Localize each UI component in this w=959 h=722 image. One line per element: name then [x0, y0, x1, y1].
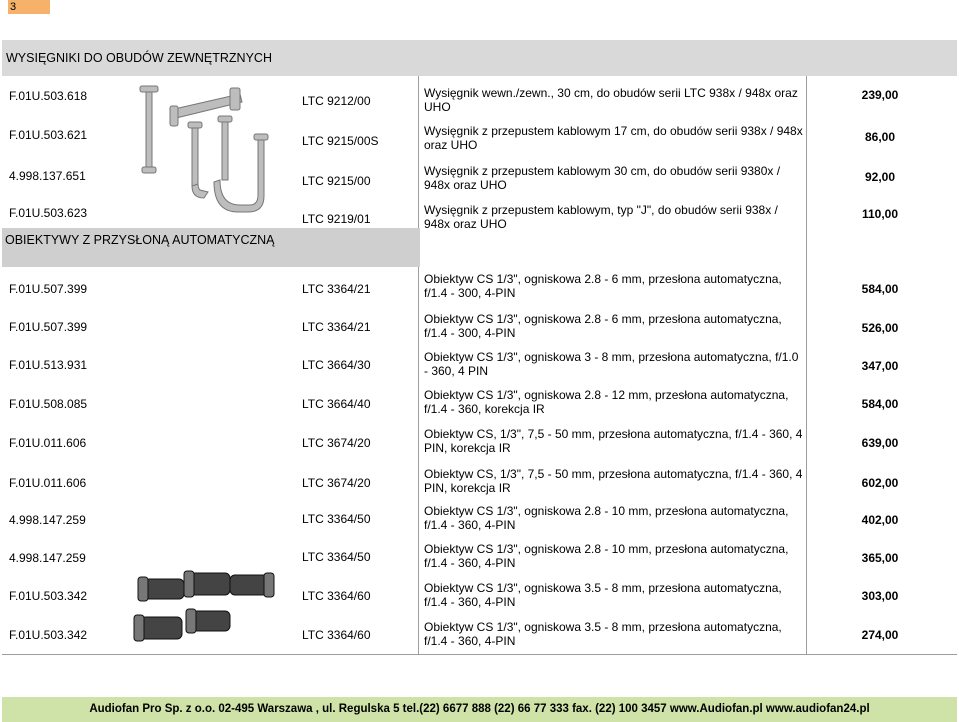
product-code: F.01U.503.342 — [9, 628, 88, 642]
product-code: F.01U.503.342 — [9, 589, 88, 603]
product-description: Obiektyw CS 1/3", ogniskowa 3.5 - 8 mm, przesłona automatyczna, f/1.4 - 360, 4-PIN — [424, 581, 782, 609]
product-code: F.01U.503.623 — [9, 206, 88, 220]
product-description: Obiektyw CS 1/3", ogniskowa 2.8 - 10 mm, przesłona automatyczna, f/1.4 - 360, 4-PIN — [424, 542, 789, 570]
model-number: LTC 3664/30 — [302, 358, 371, 372]
product-description: Obiektyw CS, 1/3", 7,5 - 50 mm, przesłona automatyczna, f/1.4 - 360, 4 PIN, korekcja IR — [424, 427, 803, 455]
product-code: 4.998.147.259 — [9, 551, 86, 565]
model-number: LTC 3364/21 — [302, 282, 371, 296]
price: 602,00 — [861, 476, 899, 490]
product-code: F.01U.011.606 — [9, 436, 87, 450]
product-code: F.01U.503.618 — [9, 89, 88, 103]
product-code: 4.998.137.651 — [9, 169, 86, 183]
divider — [2, 654, 957, 655]
divider — [418, 76, 419, 654]
price: 303,00 — [861, 589, 899, 603]
model-number: LTC 9215/00S — [302, 134, 379, 148]
product-description: Obiektyw CS 1/3", ogniskowa 2.8 - 10 mm, przesłona automatyczna, f/1.4 - 360, 4-PIN — [424, 504, 789, 532]
model-number: LTC 3364/60 — [302, 628, 371, 642]
model-number: LTC 3364/21 — [302, 320, 371, 334]
product-description: Obiektyw CS 1/3", ogniskowa 2.8 - 12 mm, przesłona automatyczna, f/1.4 - 360, korekcja IR — [424, 388, 789, 416]
price: 402,00 — [861, 513, 899, 527]
product-description: Obiektyw CS 1/3", ogniskowa 3.5 - 8 mm, przesłona automatyczna, f/1.4 - 360, 4-PIN — [424, 620, 782, 648]
price: 110,00 — [861, 207, 899, 221]
price: 584,00 — [861, 282, 899, 296]
page-number: 3 — [8, 0, 50, 14]
price: 365,00 — [861, 551, 899, 565]
lens-image — [130, 565, 280, 650]
price: 274,00 — [861, 628, 899, 642]
product-code: 4.998.147.259 — [9, 513, 86, 527]
model-number: LTC 3364/50 — [302, 512, 371, 526]
product-code: F.01U.507.399 — [9, 320, 88, 334]
product-code: F.01U.507.399 — [9, 282, 88, 296]
product-description: Obiektyw CS, 1/3", 7,5 - 50 mm, przesłona automatyczna, f/1.4 - 360, 4 PIN, korekcja IR — [424, 467, 803, 495]
product-code: F.01U.508.085 — [9, 397, 88, 411]
model-number: LTC 3674/20 — [302, 476, 371, 490]
price: 347,00 — [861, 359, 899, 373]
footer: Audiofan Pro Sp. z o.o. 02-495 Warszawa , ul. Regulska 5 tel.(22) 6677 888 (22) 66 77 333 fax. (22) 100 3457 www.Audiofan.pl www.audiofan24.pl — [2, 697, 957, 722]
model-number: LTC 9215/00 — [302, 174, 371, 188]
product-description: Wysięgnik z przepustem kablowym 30 cm, do obudów serii 9380x / 948x oraz UHO — [424, 164, 781, 192]
price: 584,00 — [861, 397, 899, 411]
product-description: Obiektyw CS 1/3", ogniskowa 2.8 - 6 mm, przesłona automatyczna, f/1.4 - 300, 4-PIN — [424, 272, 782, 300]
price: 86,00 — [864, 130, 896, 144]
product-description: Wysięgnik wewn./zewn., 30 cm, do obudów serii LTC 938x / 948x oraz UHO — [424, 86, 798, 114]
divider — [806, 76, 807, 654]
product-code: F.01U.503.621 — [9, 128, 88, 142]
price: 526,00 — [861, 321, 899, 335]
bracket-image — [130, 80, 270, 220]
product-code: F.01U.011.606 — [9, 476, 87, 490]
product-description: Wysięgnik z przepustem kablowym 17 cm, do obudów serii 938x / 948x oraz UHO — [424, 124, 803, 152]
section-title: WYSIĘGNIKI DO OBUDÓW ZEWNĘTRZNYCH — [2, 40, 957, 76]
model-number: LTC 9219/01 — [302, 212, 371, 226]
product-description: Obiektyw CS 1/3", ogniskowa 2.8 - 6 mm, przesłona automatyczna, f/1.4 - 300, 4-PIN — [424, 312, 782, 340]
subsection-title: OBIEKTYWY Z PRZYSŁONĄ AUTOMATYCZNĄ — [2, 228, 420, 267]
product-description: Obiektyw CS 1/3", ogniskowa 3 - 8 mm, przesłona automatyczna, f/1.0 - 360, 4 PIN — [424, 350, 799, 378]
model-number: LTC 3364/60 — [302, 589, 371, 603]
price: 239,00 — [861, 88, 899, 102]
model-number: LTC 9212/00 — [302, 94, 371, 108]
model-number: LTC 3674/20 — [302, 436, 371, 450]
price: 639,00 — [861, 436, 899, 450]
product-code: F.01U.513.931 — [9, 358, 88, 372]
model-number: LTC 3664/40 — [302, 397, 371, 411]
price: 92,00 — [864, 170, 896, 184]
product-description: Wysięgnik z przepustem kablowym, typ "J", do obudów serii 938x / 948x oraz UHO — [424, 203, 778, 231]
model-number: LTC 3364/50 — [302, 550, 371, 564]
